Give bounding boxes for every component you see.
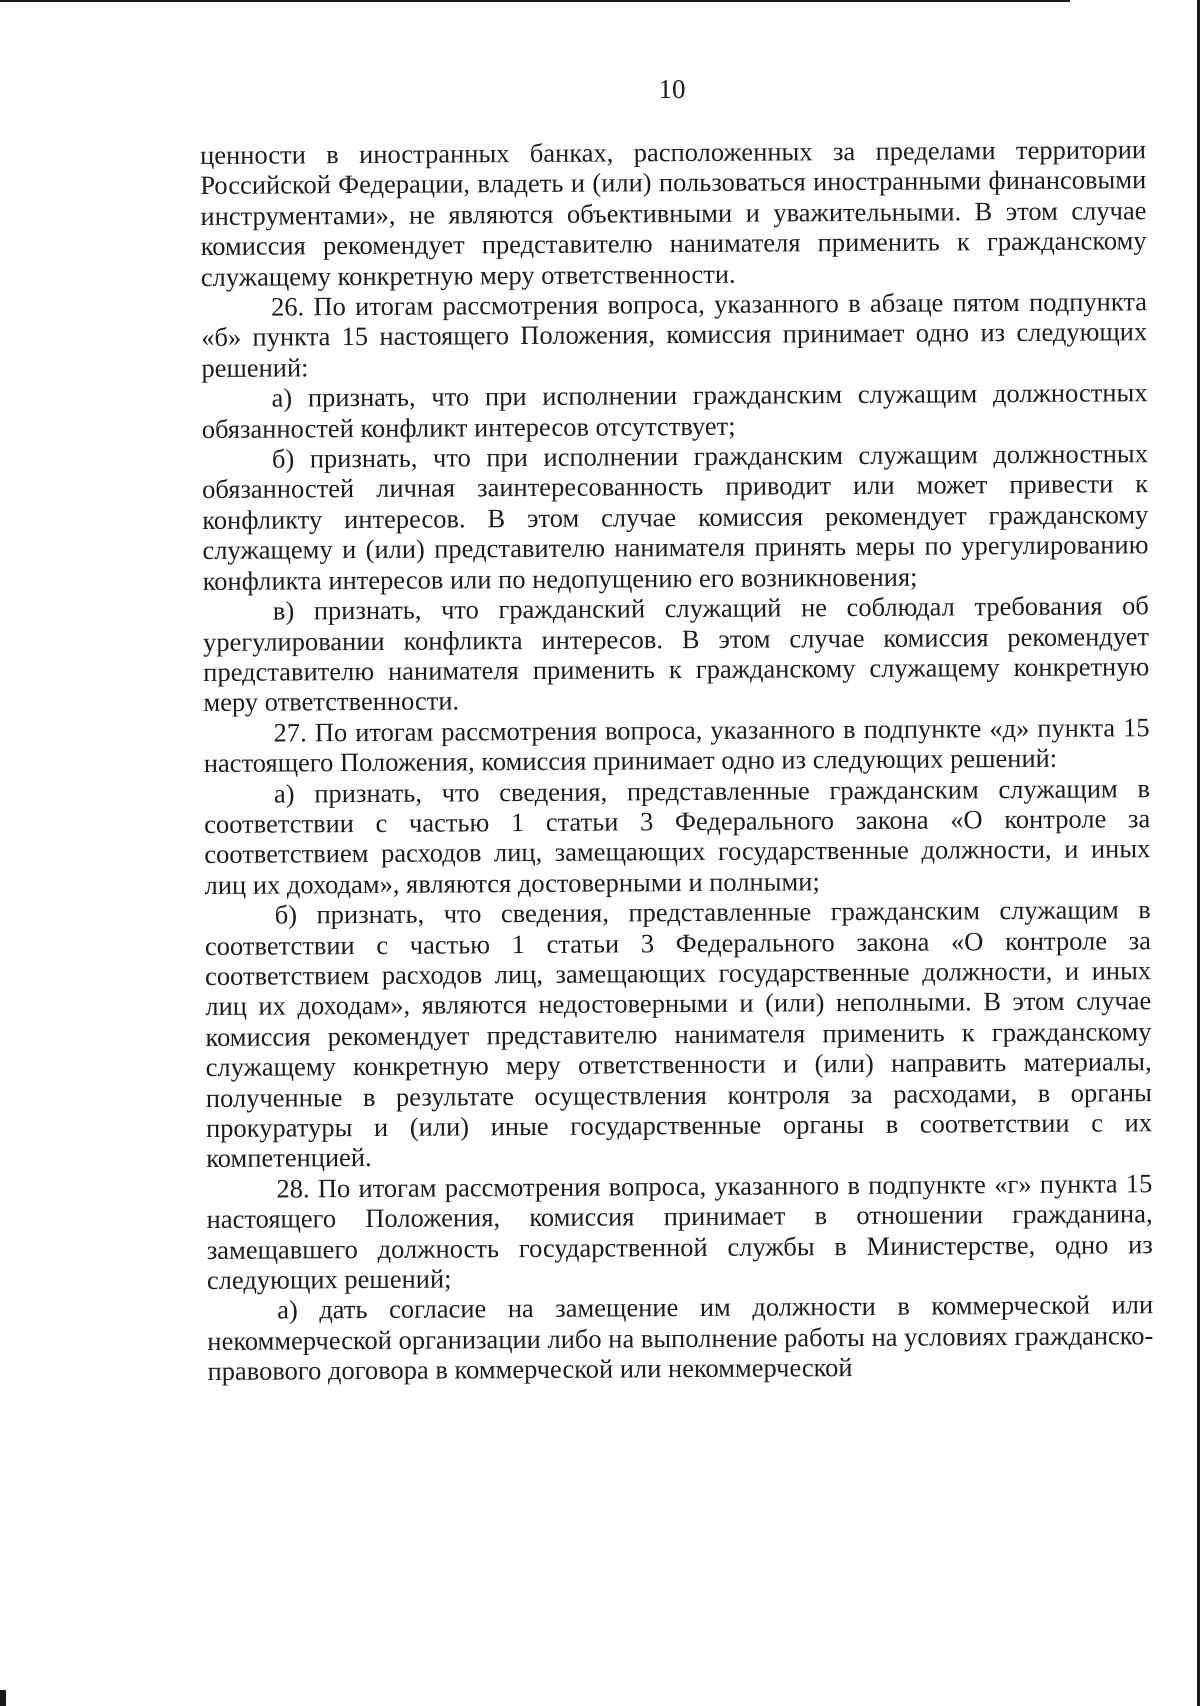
paragraph-item-27: 27. По итогам рассмотрения вопроса, указанного в подпункте «д» пункта 15 настоящего Положения, комиссия принимает одно из следующих решений: — [203, 711, 1150, 779]
paragraph-subitem: б) признать, что при исполнении гражданским служащим должностных обязанностей личная заинтересованность приводит или может привести к конфликту интересов. В этом случае комиссия рекомендует гражданскому служащему и (или) представителю нанимателя принять меры по урегулированию конфликта интересов или по недопущению его возникновения; — [202, 438, 1149, 596]
paragraph-item-28: 28. По итогам рассмотрения вопроса, указанного в подпункте «г» пункта 15 настоящего Положения, комиссия принимает в отношении гражданина, замещавшего должность государственной службы в Министерстве, одно из следующих решений; — [206, 1168, 1153, 1296]
paragraph-subitem: б) признать, что сведения, представленные гражданским служащим в соответствии с частью 1 статьи 3 Федерального закона «О контроле за соответствием расходов лиц, замещающих государственные должности, и иных лиц их доходам», являются недостоверными и (или) неполными. В этом случае комиссия рекомендует представителю нанимателя применить к гражданскому служащему конкретную меру ответственности и (или) направить материалы, полученные в результате осуществления контроля за расходами, в органы прокуратуры и (или) иные государственные органы в соответствии с их компетенцией. — [204, 894, 1153, 1174]
paragraph-item-26: 26. По итогам рассмотрения вопроса, указанного в абзаце пятом подпункта «б» пункта 15 настоящего Положения, комиссия принимает одно из следующих решений: — [201, 286, 1148, 383]
paragraph-subitem: в) признать, что гражданский служащий не соблюдал требования об урегулировании конфликта интересов. В этом случае комиссия рекомендует представителю нанимателя применить к гражданскому служащему конкретную меру ответственности. — [202, 590, 1150, 718]
scan-border-top — [0, 0, 1070, 2]
paragraph-subitem: а) дать согласие на замещение им должности в коммерческой или некоммерческой организации либо на выполнение работы на условиях гражданско-правового договора в коммерческой или некоммерческой — [207, 1289, 1154, 1387]
scan-border-corner — [0, 1690, 6, 1706]
paragraph-subitem: а) признать, что сведения, представленные гражданским служащим в соответствии с частью 1 статьи 3 Федерального закона «О контроле за соответствием расходов лиц, замещающих государственные должности, и иных лиц их доходам», являются достоверными и полными; — [204, 772, 1151, 900]
paragraph: ценности в иностранных банках, расположенных за пределами территории Российской Федерации, владеть и (или) пользоваться иностранными финансовыми инструментами», не являются объективными и уважительными. В этом случае комиссия рекомендует представителю нанимателя применить к гражданскому служащему конкретную меру ответственности. — [200, 134, 1147, 292]
page-number: 10 — [658, 74, 686, 104]
paragraph-subitem: а) признать, что при исполнении гражданским служащим должностных обязанностей конфликт интересов отсутствует; — [201, 377, 1148, 444]
document-body — [200, 134, 1154, 1386]
